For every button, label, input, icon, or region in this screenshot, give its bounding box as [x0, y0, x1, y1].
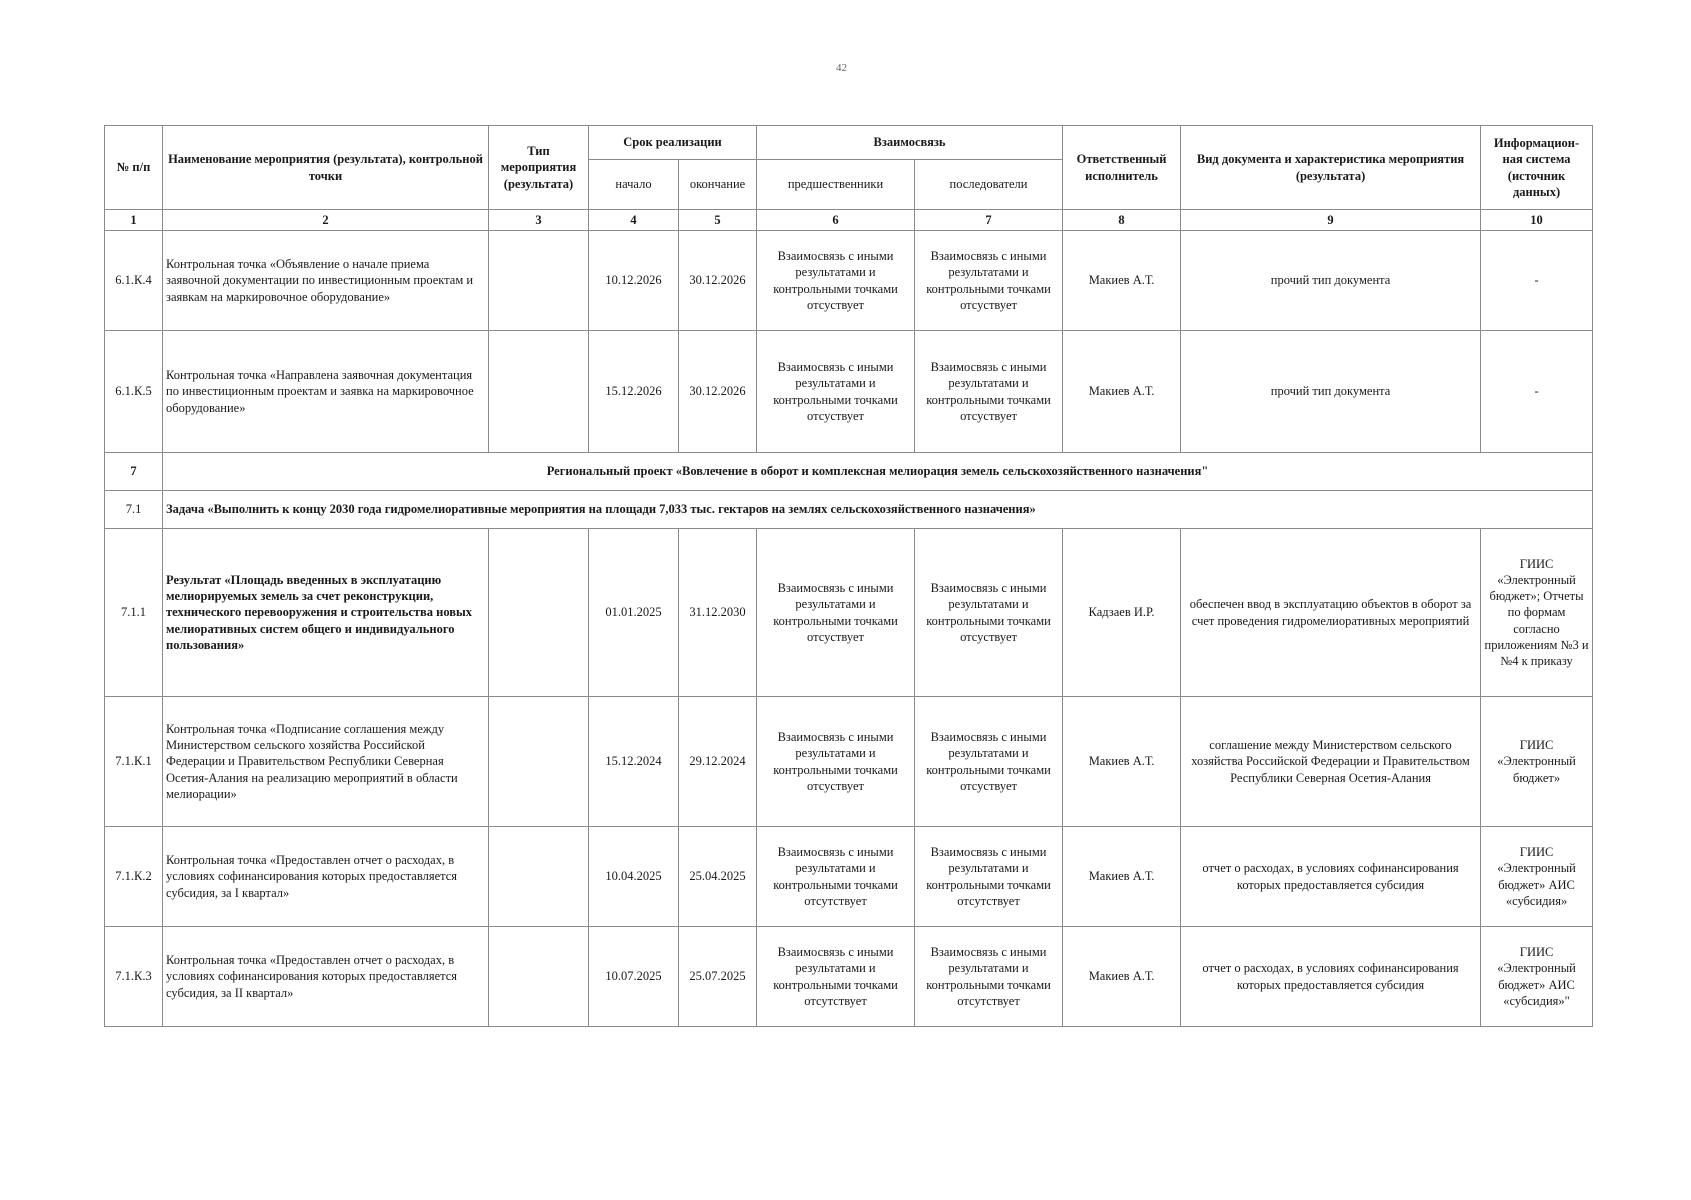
table-row [105, 927, 1593, 1027]
row-predecessors: Взаимосвязь с иными результатами и контрольными точками отсуствует [757, 231, 915, 331]
row-successors: Взаимосвязь с иными результатами и контрольными точками отсуствует [915, 231, 1063, 331]
col-number: 9 [1181, 210, 1481, 231]
row-info-system: ГИИС «Электронный бюджет»; Отчеты по формам согласно приложениям №3 и №4 к приказу [1481, 529, 1593, 697]
col-number: 3 [489, 210, 589, 231]
row-end: 31.12.2030 [679, 529, 757, 697]
row-end: 25.04.2025 [679, 827, 757, 927]
row-responsible: Макиев А.Т. [1063, 697, 1181, 827]
header-document: Вид документа и характеристика мероприятия (результата) [1181, 126, 1481, 210]
row-document: прочий тип документа [1181, 231, 1481, 331]
row-num: 7.1.К.3 [105, 927, 163, 1027]
row-successors: Взаимосвязь с иными результатами и контрольными точками отсуствует [915, 331, 1063, 453]
row-info-system: - [1481, 231, 1593, 331]
col-number: 6 [757, 210, 915, 231]
col-number: 2 [163, 210, 489, 231]
col-number: 10 [1481, 210, 1593, 231]
row-name: Результат «Площадь введенных в эксплуатацию мелиорируемых земель за счет реконструкции, технического перевооружения и строительства новых мелиоративных систем общего и индивидуального пользования» [163, 529, 489, 697]
row-type [489, 529, 589, 697]
project-row [105, 453, 1593, 491]
header-successors: последователи [915, 160, 1063, 210]
row-responsible: Кадзаев И.Р. [1063, 529, 1181, 697]
header-period: Срок реализации [589, 126, 757, 160]
row-predecessors: Взаимосвязь с иными результатами и контрольными точками отсуствует [757, 529, 915, 697]
row-responsible: Макиев А.Т. [1063, 331, 1181, 453]
header-link: Взаимосвязь [757, 126, 1063, 160]
row-predecessors: Взаимосвязь с иными результатами и контрольными точками отсуствует [757, 331, 915, 453]
project-title: Региональный проект «Вовлечение в оборот и комплексная мелиорация земель сельскохозяйственного назначения" [163, 453, 1593, 491]
row-info-system: ГИИС «Электронный бюджет» АИС «субсидия»" [1481, 927, 1593, 1027]
row-document: отчет о расходах, в условиях софинансирования которых предоставляется субсидия [1181, 827, 1481, 927]
plan-table [104, 125, 1593, 1027]
row-info-system: - [1481, 331, 1593, 453]
row-name: Контрольная точка «Подписание соглашения между Министерством сельского хозяйства Российской Федерации и Правительством Республики Северная Осетия-Алания на реализацию мероприятий в области мелиорации» [163, 697, 489, 827]
row-document: соглашение между Министерством сельского хозяйства Российской Федерации и Правительством Республики Северная Осетия-Алания [1181, 697, 1481, 827]
row-start: 10.04.2025 [589, 827, 679, 927]
row-type [489, 331, 589, 453]
row-num: 7.1.1 [105, 529, 163, 697]
col-number: 5 [679, 210, 757, 231]
row-predecessors: Взаимосвязь с иными результатами и контрольными точками отсуствует [757, 697, 915, 827]
row-successors: Взаимосвязь с иными результатами и контрольными точками отсутствует [915, 827, 1063, 927]
table-row [105, 697, 1593, 827]
row-end: 30.12.2026 [679, 331, 757, 453]
row-successors: Взаимосвязь с иными результатами и контрольными точками отсуствует [915, 697, 1063, 827]
col-number: 8 [1063, 210, 1181, 231]
header-responsible: Ответственный исполнитель [1063, 126, 1181, 210]
col-number: 7 [915, 210, 1063, 231]
row-document: прочий тип документа [1181, 331, 1481, 453]
row-start: 10.12.2026 [589, 231, 679, 331]
row-num: 7.1.К.2 [105, 827, 163, 927]
table-row [105, 529, 1593, 697]
row-num: 6.1.К.4 [105, 231, 163, 331]
row-type [489, 697, 589, 827]
column-numbers-row [105, 210, 1593, 231]
row-name: Контрольная точка «Предоставлен отчет о расходах, в условиях софинансирования которых предоставляется субсидия, за I квартал» [163, 827, 489, 927]
row-name: Контрольная точка «Объявление о начале приема заявочной документации по инвестиционным проектам и заявкам на маркировочное оборудование» [163, 231, 489, 331]
header-name: Наименование мероприятия (результата), контрольной точки [163, 126, 489, 210]
row-predecessors: Взаимосвязь с иными результатами и контрольными точками отсутствует [757, 927, 915, 1027]
row-start: 01.01.2025 [589, 529, 679, 697]
table-row [105, 827, 1593, 927]
col-number: 1 [105, 210, 163, 231]
row-end: 29.12.2024 [679, 697, 757, 827]
header-predecessors: предшественники [757, 160, 915, 210]
row-successors: Взаимосвязь с иными результатами и контрольными точками отсуствует [915, 529, 1063, 697]
row-predecessors: Взаимосвязь с иными результатами и контрольными точками отсутствует [757, 827, 915, 927]
page-number: 42 [836, 62, 847, 74]
row-end: 25.07.2025 [679, 927, 757, 1027]
row-info-system: ГИИС «Электронный бюджет» АИС «субсидия» [1481, 827, 1593, 927]
row-responsible: Макиев А.Т. [1063, 231, 1181, 331]
row-name: Контрольная точка «Направлена заявочная документация по инвестиционным проектам и заявка на маркировочное оборудование» [163, 331, 489, 453]
header-start: начало [589, 160, 679, 210]
row-start: 15.12.2026 [589, 331, 679, 453]
header-num: № п/п [105, 126, 163, 210]
table-row [105, 331, 1593, 453]
project-num: 7 [105, 453, 163, 491]
row-type [489, 231, 589, 331]
row-document: обеспечен ввод в эксплуатацию объектов в оборот за счет проведения гидромелиоративных мероприятий [1181, 529, 1481, 697]
row-num: 6.1.К.5 [105, 331, 163, 453]
header-type: Тип мероприятия (результата) [489, 126, 589, 210]
table-row [105, 231, 1593, 331]
header-end: окончание [679, 160, 757, 210]
row-end: 30.12.2026 [679, 231, 757, 331]
task-num: 7.1 [105, 491, 163, 529]
row-info-system: ГИИС «Электронный бюджет» [1481, 697, 1593, 827]
row-start: 10.07.2025 [589, 927, 679, 1027]
task-row [105, 491, 1593, 529]
row-num: 7.1.К.1 [105, 697, 163, 827]
row-successors: Взаимосвязь с иными результатами и контрольными точками отсутствует [915, 927, 1063, 1027]
header-info-system: Информацион-ная система (источник данных) [1481, 126, 1593, 210]
row-document: отчет о расходах, в условиях софинансирования которых предоставляется субсидия [1181, 927, 1481, 1027]
row-start: 15.12.2024 [589, 697, 679, 827]
row-type [489, 827, 589, 927]
task-title: Задача «Выполнить к концу 2030 года гидромелиоративные мероприятия на площади 7,033 тыс. гектаров на землях сельскохозяйственного назначения» [163, 491, 1593, 529]
row-responsible: Макиев А.Т. [1063, 827, 1181, 927]
row-type [489, 927, 589, 1027]
row-responsible: Макиев А.Т. [1063, 927, 1181, 1027]
col-number: 4 [589, 210, 679, 231]
row-name: Контрольная точка «Предоставлен отчет о расходах, в условиях софинансирования которых предоставляется субсидия, за II квартал» [163, 927, 489, 1027]
